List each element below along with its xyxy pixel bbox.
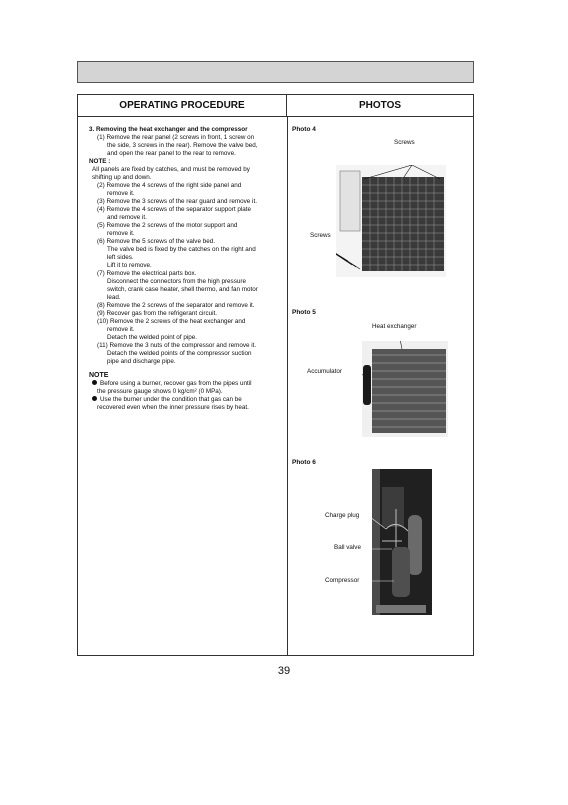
procedure-step-line: Detach the welded points of the compressor suction [107,350,252,357]
procedure-step-line: (11) Remove the 3 nuts of the compressor and remove it. [97,342,257,349]
procedure-step-line: (1) Remove the rear panel (2 screws in front, 1 screw on [97,134,255,141]
page-number: 39 [277,665,291,677]
note-title: NOTE [89,372,109,379]
note-item: Before using a burner, recover gas from the pipes until [89,380,281,388]
procedure-step-line: The valve bed is fixed by the catches on the right and [107,246,256,253]
procedure-step-line: and open the rear panel to the rear to remove. [107,150,236,157]
procedure-table [77,94,474,656]
procedure-step-line: the side, 3 screws in the rear). Remove the valve bed, [107,142,258,149]
procedure-step-line: pipe and discharge pipe. [107,358,176,365]
bullet-icon [92,380,97,385]
section-title-band [77,61,474,83]
procedure-step-line: (4) Remove the 4 screws of the separator support plate [97,206,252,213]
photo-6-callout-charge-plug: Charge plug [325,512,360,519]
table-header-row [78,95,473,117]
procedure-steps [89,134,281,366]
photo-6-image [372,469,432,615]
procedure-step-line: (8) Remove the 2 screws of the separator and remove it. [97,302,255,309]
bullet-icon [92,396,97,401]
photo-6-callout-compressor: Compressor [325,577,360,584]
procedure-step-line: Lift it to remove. [107,262,152,269]
photo-4-image [336,165,446,277]
procedure-step-line: lead. [107,294,121,301]
photo-4-callout-screws-top: Screws [394,139,415,146]
procedure-step-line: (7) Remove the electrical parts box. [97,270,197,277]
procedure-step-line: shifting up and down. [92,174,152,181]
procedure-step-line: (2) Remove the 4 screws of the right side panel and [97,182,242,189]
procedure-step-line: left sides. [107,254,134,261]
header-operating-procedure: OPERATING PROCEDURE [78,95,287,117]
note-item-cont: recovered even when the inner pressure rises by heat. [97,404,249,411]
procedure-step-line: and remove it. [107,214,147,221]
procedure-title: 3. Removing the heat exchanger and the compressor [89,126,248,133]
procedure-step-line: All panels are fixed by catches, and must be removed by [92,166,250,173]
procedure-note-label: NOTE : [89,158,111,165]
procedure-step-line: Disconnect the connectors from the high pressure [107,278,246,285]
procedure-step-line: remove it. [107,190,135,197]
photo-6-label: Photo 6 [292,459,316,466]
procedure-step-line: (10) Remove the 2 screws of the heat exchanger and [97,318,246,325]
procedure-step-line: switch, crank case heater, shell thermo, and fan motor [107,286,258,293]
column-divider [287,117,288,655]
procedure-text [89,126,281,412]
photo-5-label: Photo 5 [292,309,316,316]
procedure-step-line: (5) Remove the 2 screws of the motor support and [97,222,238,229]
procedure-step-line: remove it. [107,230,135,237]
photo-6-callout-ball-valve: Ball valve [334,544,361,551]
procedure-step-line: remove it. [107,326,135,333]
photo-5-callout-accumulator: Accumulator [307,368,342,375]
photo-4-label: Photo 4 [292,126,316,133]
photo-4-callout-screws-left: Screws [310,232,331,239]
photo-5-image [362,341,448,437]
header-photos: PHOTOS [358,100,402,111]
note-item: Use the burner under the condition that gas can be [89,396,281,404]
procedure-step-line: (6) Remove the 5 screws of the valve bed. [97,238,215,245]
procedure-step-line: Detach the welded point of pipe. [107,334,197,341]
procedure-step-line: (3) Remove the 3 screws of the rear guard and remove it. [97,198,257,205]
procedure-step-line: (9) Recover gas from the refrigerant circuit. [97,310,218,317]
note-item-cont: the pressure gauge shows 0 kg/cm² (0 MPa). [97,388,223,395]
photo-5-callout-heat-exchanger: Heat exchanger [372,323,417,330]
